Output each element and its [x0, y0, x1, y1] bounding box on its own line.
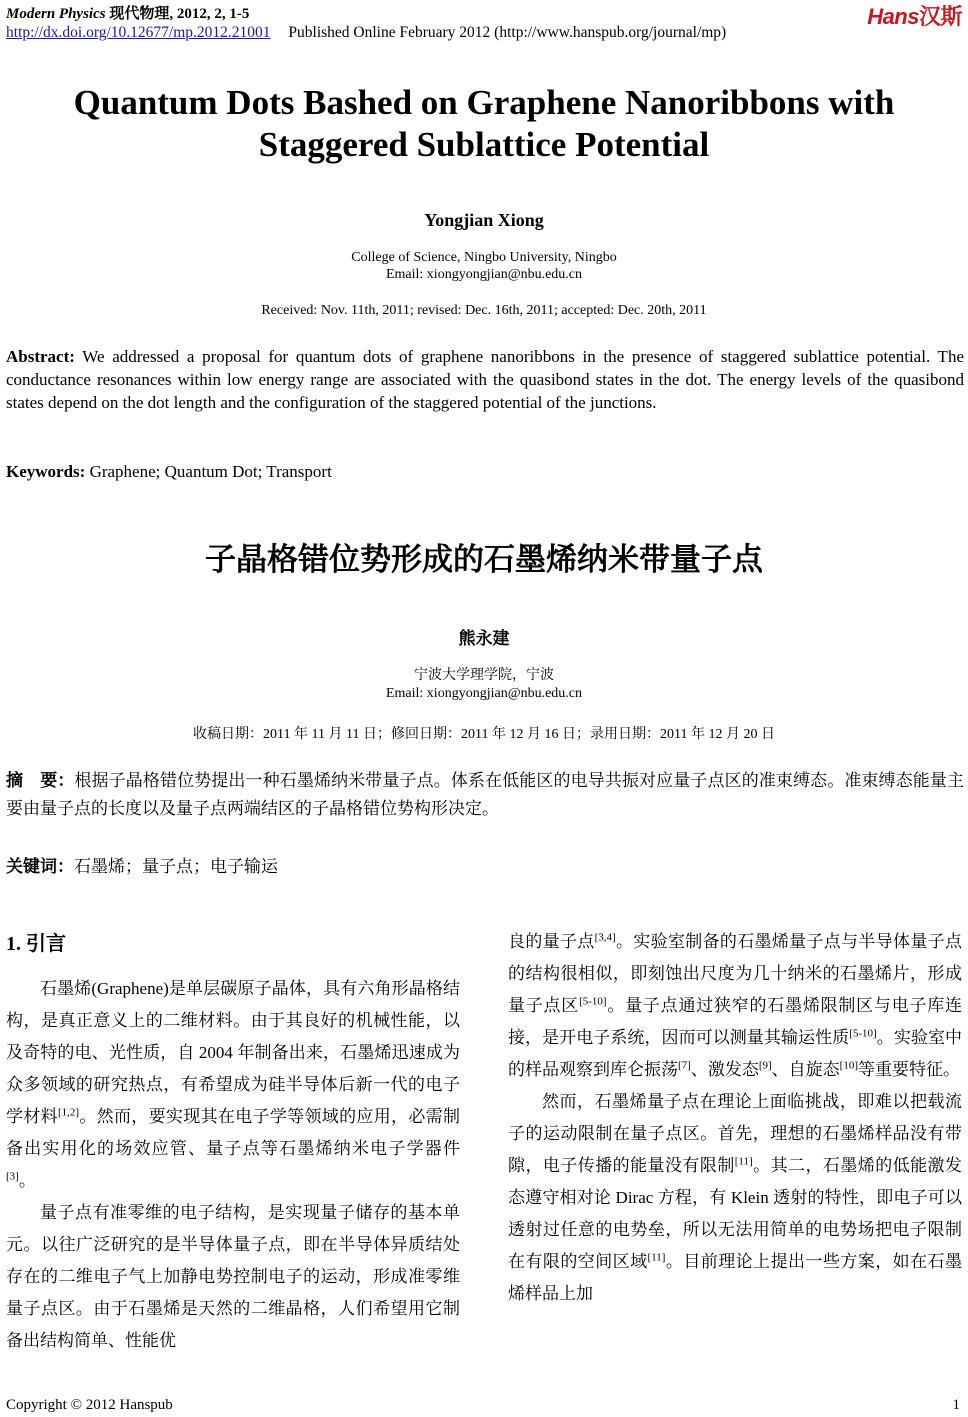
- received-dates-en: Received: Nov. 11th, 2011; revised: Dec. 16th, 2011; accepted: Dec. 20th, 2011: [261, 303, 707, 318]
- body-paragraph: [508, 926, 962, 1086]
- hans-logo: [867, 0, 962, 31]
- body-text: 、自旋态: [771, 1060, 840, 1079]
- affiliation-block-cn: [0, 667, 968, 703]
- email-cn: Email: xiongyongjian@nbu.edu.cn: [385, 686, 583, 701]
- citation[interactable]: [9]: [758, 1059, 772, 1072]
- section-heading: [6, 926, 460, 961]
- keywords-cn: [6, 855, 964, 879]
- journal-name-en: Modern Physics: [6, 6, 106, 22]
- keywords-text-cn: 石墨烯；量子点；电子输运: [74, 857, 278, 876]
- footer-copyright: Copyright © 2012 Hanspub: [6, 1397, 173, 1413]
- body-column-right: [508, 926, 962, 1310]
- author-cn: 熊永建: [458, 629, 510, 648]
- body-column-left: [6, 926, 460, 1357]
- body-text: 。实验室中的样品观察到库仑振荡: [508, 1028, 963, 1079]
- journal-info-cn: 现代物理, 2012, 2, 1-5: [109, 6, 250, 22]
- keywords-text-en: Graphene; Quantum Dot; Transport: [89, 462, 332, 481]
- affiliation-cn: 宁波大学理学院，宁波: [414, 668, 554, 683]
- abstract-cn: [6, 767, 964, 823]
- citation[interactable]: [11]: [647, 1251, 666, 1264]
- affiliation-en: College of Science, Ningbo University, Ningbo: [351, 250, 617, 265]
- body-text: 等重要特征。: [857, 1060, 960, 1079]
- citation[interactable]: [5-10]: [849, 1027, 877, 1040]
- header-line-2: [6, 24, 726, 42]
- citation[interactable]: [5-10]: [579, 995, 607, 1008]
- page-number: 1: [952, 1397, 960, 1413]
- body-text: 量子点有准零维的电子结构，是实现量子储存的基本单元。以往广泛研究的是半导体量子点，即在半导体异质结处存在的二维电子气上加静电势控制电子的运动，形成准零维量子点区。由于石墨烯是天然的二维晶格，人们希望用它制备出结构简单、性能优: [6, 1203, 460, 1350]
- logo-text-cn: 汉斯: [918, 4, 962, 29]
- citation[interactable]: [3,4]: [594, 931, 616, 944]
- abstract-text-en: We addressed a proposal for quantum dots of graphene nanoribbons in the presence of staggered sublattice potential. The conductance resonances within low energy range are associated with the quasibond states in the dot. The energy levels of the quasibond states depend on the dot length and the configuration of the staggered potential of the junctions.: [6, 347, 964, 412]
- body-text: 、激发态: [690, 1060, 759, 1079]
- published-info: Published Online February 2012 (http://www.hanspub.org/journal/mp): [288, 24, 727, 41]
- abstract-en: [6, 345, 964, 414]
- body-text: 然而，石墨烯量子点在理论上面临挑战，即难以把载流子的运动限制在量子点区。首先，理想的石墨烯样品没有带隙，电子传播的能量没有限制: [508, 1092, 962, 1175]
- abstract-label-cn: 摘 要：: [6, 771, 75, 791]
- affiliation-block-en: [0, 249, 968, 283]
- received-dates-cn: 收稿日期：2011 年 11 月 11 日；修回日期：2011 年 12 月 16 日；录用日期：2011 年 12 月 20 日: [193, 727, 775, 742]
- body-text: 良的量子点: [508, 932, 595, 951]
- citation[interactable]: [10]: [839, 1059, 858, 1072]
- abstract-text-cn: 根据子晶格错位势提出一种石墨烯纳米带量子点。体系在低能区的电导共振对应量子点区的准束缚态。准束缚态能量主要由量子点的长度以及量子点两端结区的子晶格错位势构形决定。: [6, 771, 964, 818]
- section-title: 引言: [26, 931, 66, 955]
- citation[interactable]: [1,2]: [57, 1106, 80, 1119]
- paper-title-cn: 子晶格错位势形成的石墨烯纳米带量子点: [205, 542, 763, 578]
- keywords-label-en: Keywords:: [6, 462, 86, 481]
- body-paragraph: [6, 1197, 460, 1357]
- body-text: 。其二，石墨烯的低能激发态遵守相对论 Dirac 方程，有 Klein 透射的特性，即电子可以透射过任意的电势垒，所以无法用简单的电势场把电子限制在有限的空间区域: [508, 1156, 963, 1271]
- keywords-en: [6, 460, 964, 483]
- section-number: 1.: [6, 933, 21, 955]
- body-text: 石墨烯(Graphene)是单层碳原子晶体，具有六角形晶格结构，是真正意义上的二维材料。由于其良好的机械性能，以及奇特的电、光性质，自 2004 年制备出来，石墨烯迅速成为众多领域的研究热点，有希望成为硅半导体后新一代的电子学材料: [6, 979, 460, 1126]
- keywords-label-cn: 关键词：: [6, 857, 74, 877]
- citation[interactable]: [7]: [678, 1059, 691, 1072]
- body-text: 。: [18, 1171, 36, 1190]
- author-en: Yongjian Xiong: [424, 210, 544, 230]
- citation[interactable]: [3]: [6, 1170, 19, 1183]
- body-text: 。实验室制备的石墨烯量子点与半导体量子点的结构很相似，即刻蚀出尺度为几十纳米的石墨烯片，形成量子点区: [508, 932, 963, 1015]
- doi-link[interactable]: http://dx.doi.org/10.12677/mp.2012.21001: [6, 24, 271, 41]
- abstract-label-en: Abstract:: [6, 347, 75, 366]
- email-en: Email: xiongyongjian@nbu.edu.cn: [385, 267, 583, 282]
- body-text: 。量子点通过狭窄的石墨烯限制区与电子库连接，是开电子系统，因而可以测量其输运性质: [508, 996, 963, 1047]
- journal-header: [6, 2, 249, 23]
- paper-title-en: Quantum Dots Bashed on Graphene Nanoribbons with Staggered Sublattice Potential: [73, 83, 895, 164]
- body-text: 。然而，要实现其在电子学等领域的应用，必需制备出实用化的场效应管、量子点等石墨烯纳米电子学器件: [6, 1107, 461, 1158]
- body-paragraph: [508, 1086, 962, 1310]
- logo-text-en: Hans: [867, 4, 919, 29]
- citation[interactable]: [11]: [734, 1155, 753, 1168]
- body-text: 。目前理论上提出一些方案，如在石墨烯样品上加: [508, 1252, 963, 1303]
- body-paragraph: [6, 973, 460, 1197]
